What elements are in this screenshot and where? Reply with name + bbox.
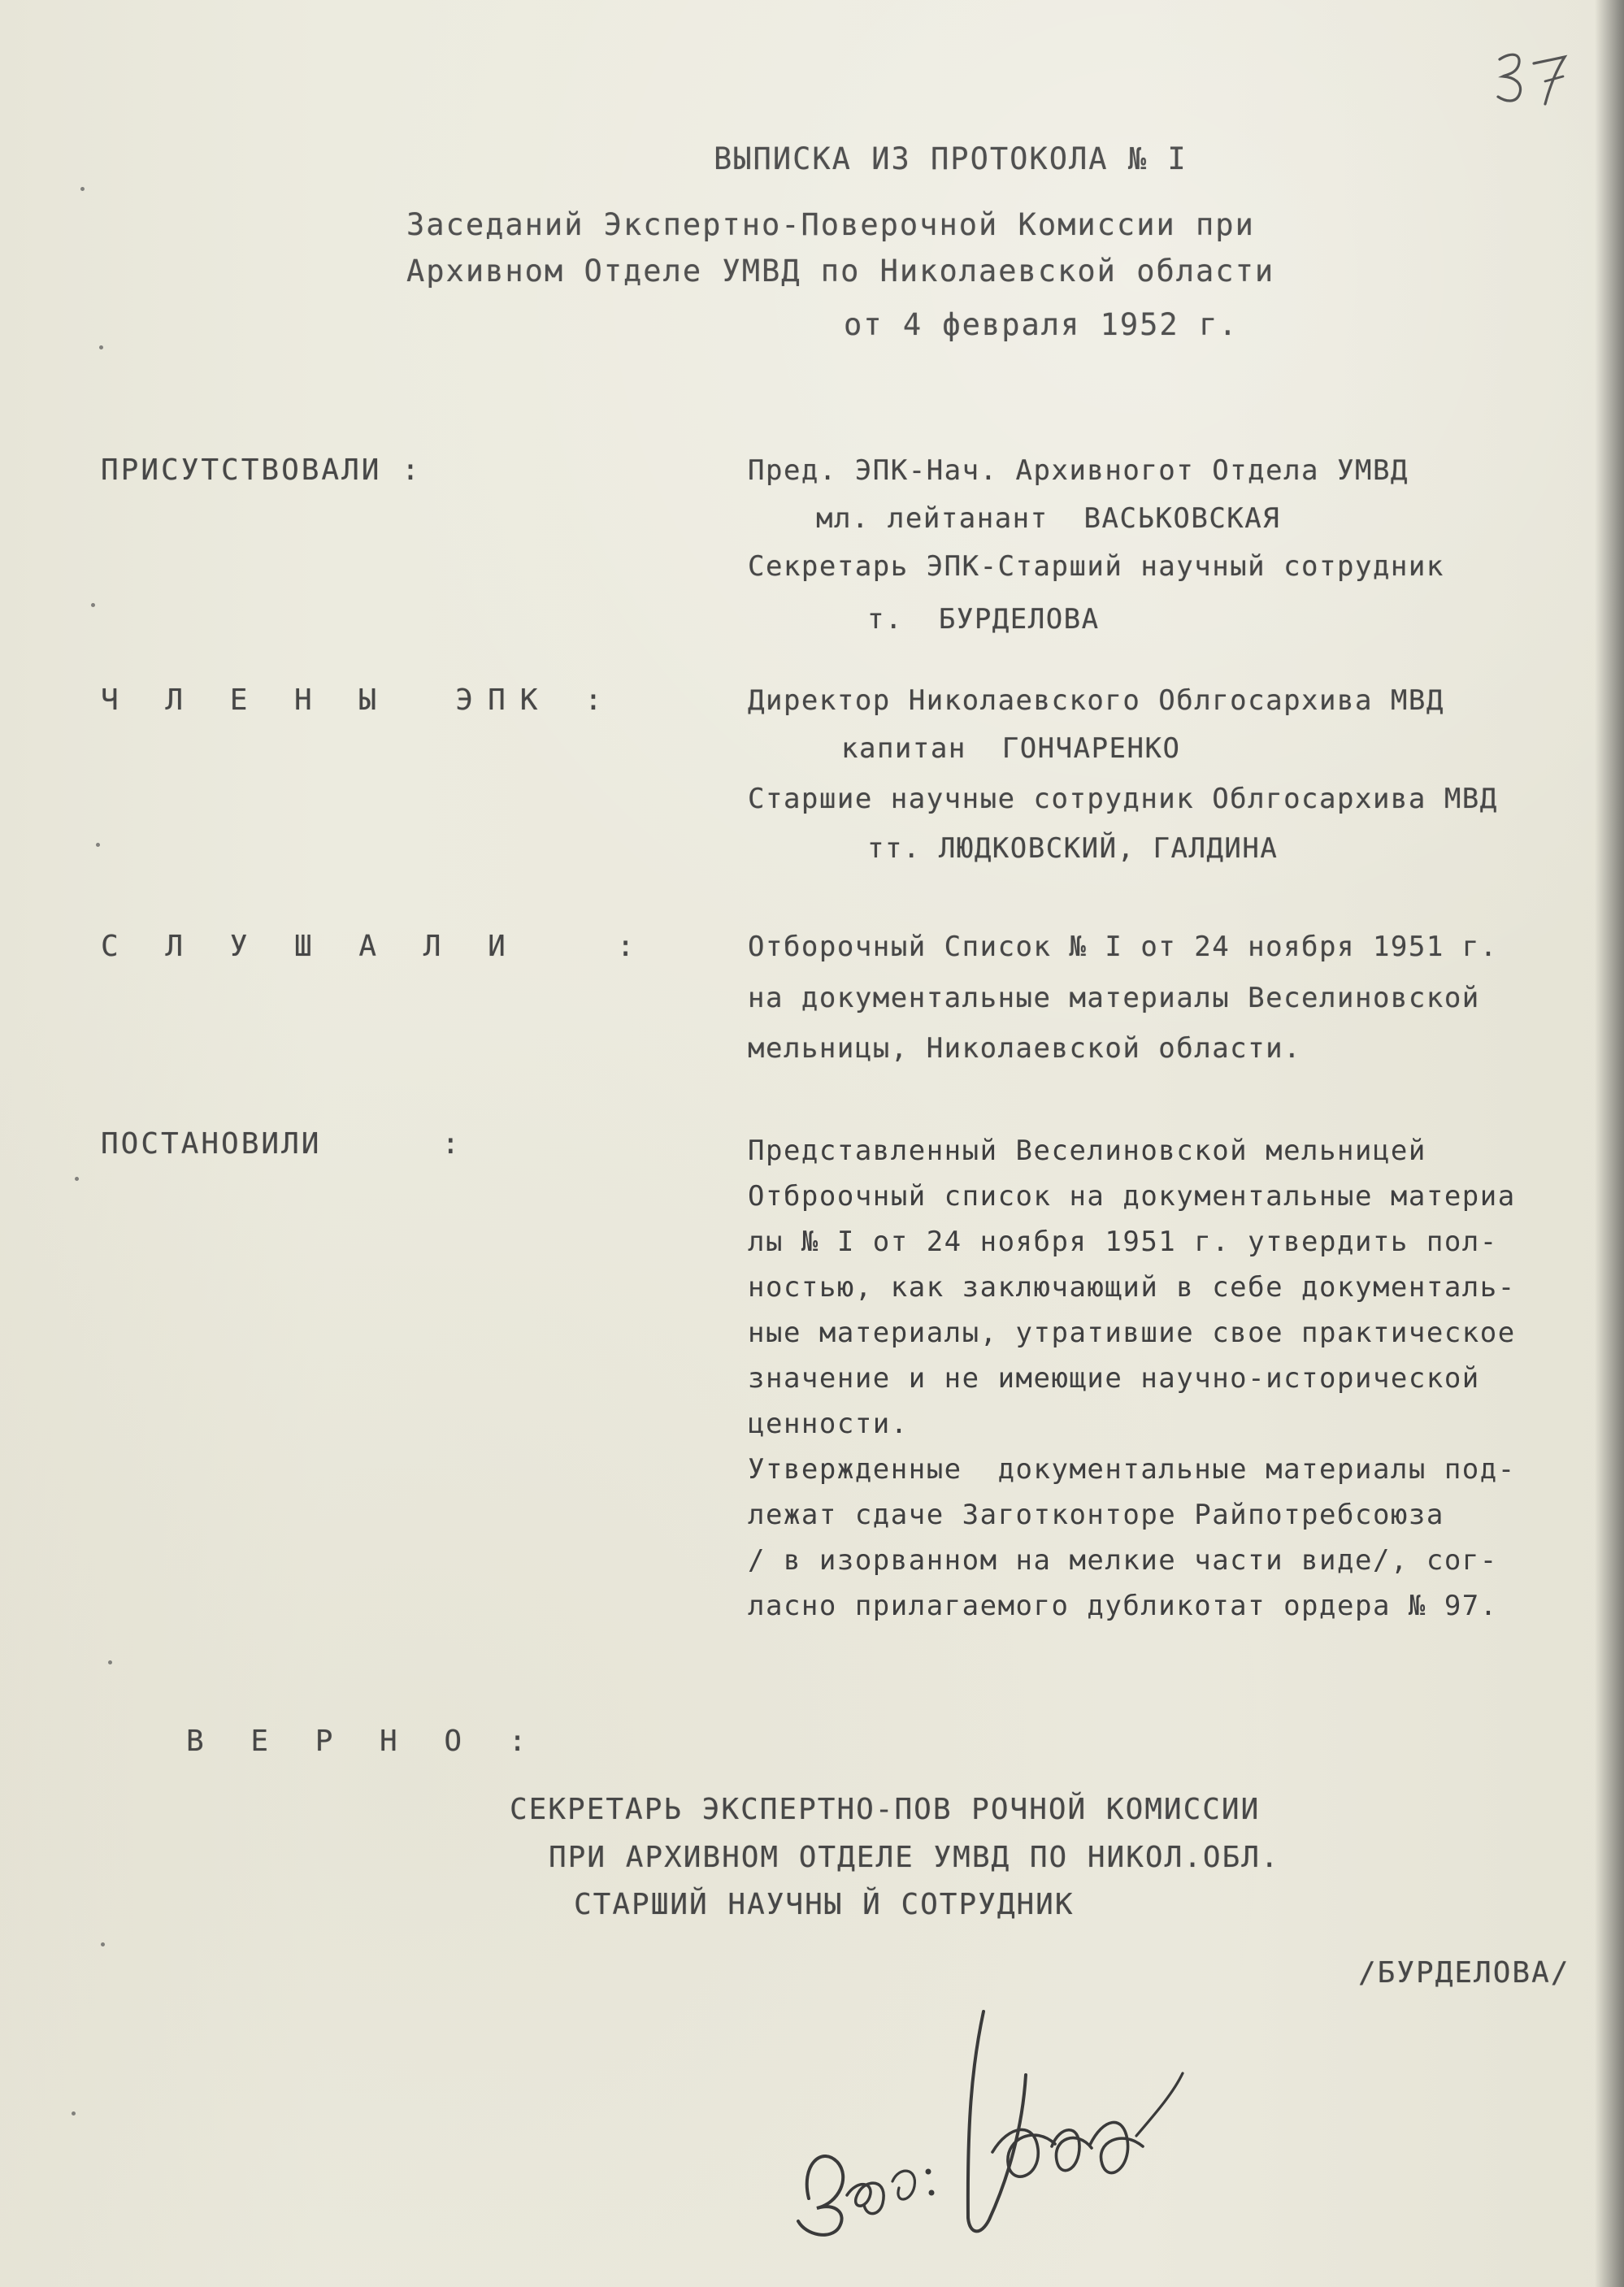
- heard-line-3: мельницы, Николаевской области.: [748, 1032, 1302, 1065]
- department-heading-line: Архивном Отделе УМВД по Николаевской области: [406, 254, 1275, 289]
- members-line-2: капитан ГОНЧАРЕНКО: [841, 732, 1181, 765]
- members-label: Ч Л Е Н Ы ЭПК :: [101, 683, 617, 717]
- heard-label: С Л У Ш А Л И :: [101, 930, 649, 963]
- secretary-name: /БУРДЕЛОВА/: [1358, 1956, 1570, 1990]
- scan-speck: [99, 345, 103, 349]
- resolution-line-10: / в изорванном на мелкие части виде/, сог-: [748, 1544, 1498, 1577]
- resolution-line-5: ные материалы, утратившие свое практическое: [748, 1317, 1516, 1349]
- scan-speck: [101, 1942, 105, 1946]
- secretary-line-1: СЕКРЕТАРЬ ЭКСПЕРТНО-ПОВ РОЧНОЙ КОМИССИИ: [510, 1793, 1261, 1826]
- members-line-3: Старшие научные сотрудник Облгосархива МВД: [748, 783, 1498, 815]
- resolution-line-3: лы № I от 24 ноября 1951 г. утвердить пол-: [748, 1226, 1498, 1258]
- page-number-handwritten: [1492, 47, 1581, 112]
- resolution-text-block: [748, 1128, 1609, 1629]
- resolution-line-7: ценности.: [748, 1408, 909, 1440]
- handwritten-signature: [776, 1995, 1199, 2247]
- document-date: от 4 февраля 1952 г.: [844, 307, 1239, 342]
- resolution-line-1: Представленный Веселиновской мельницей: [748, 1135, 1426, 1167]
- resolution-line-9: лежат сдаче Заготконторе Райпотребсоюза: [748, 1499, 1444, 1531]
- heard-line-2: на документальные материалы Веселиновской: [748, 982, 1480, 1014]
- scan-speck: [75, 1177, 79, 1181]
- commission-heading-line: Заседаний Экспертно-Поверочной Комиссии при: [406, 207, 1255, 242]
- scan-speck: [108, 1660, 112, 1664]
- present-line-2: мл. лейтанант ВАСЬКОВСКАЯ: [816, 502, 1281, 535]
- present-line-4: т. БУРДЕЛОВА: [867, 603, 1100, 636]
- scan-speck: [80, 187, 85, 191]
- heard-line-1: Отборочный Список № I от 24 ноября 1951 г.: [748, 931, 1498, 963]
- scan-speck: [96, 843, 100, 847]
- members-line-4: тт. ЛЮДКОВСКИЙ, ГАЛДИНА: [867, 832, 1279, 865]
- document-title: ВЫПИСКА ИЗ ПРОТОКОЛА № I: [714, 141, 1188, 176]
- resolution-line-8: Утвержденные документальные материалы под-: [748, 1453, 1516, 1486]
- present-line-1: Пред. ЭПК-Нач. Архивногот Отдела УМВД: [748, 454, 1409, 487]
- resolution-line-4: ностью, как заключающий в себе документаль-: [748, 1271, 1516, 1304]
- verno-label: В Е Р Н О :: [186, 1725, 541, 1758]
- secretary-line-2: ПРИ АРХИВНОМ ОТДЕЛЕ УМВД ПО НИКОЛ.ОБЛ.: [549, 1841, 1280, 1874]
- resolution-line-11: ласно прилагаемого дубликотат ордера № 97.: [748, 1590, 1498, 1622]
- scan-speck: [72, 2111, 76, 2116]
- secretary-line-3: СТАРШИЙ НАУЧНЫ Й СОТРУДНИК: [574, 1888, 1075, 1921]
- members-line-1: Директор Николаевского Облгосархива МВД: [748, 684, 1444, 717]
- present-label: ПРИСУТСТВОВАЛИ :: [101, 453, 422, 487]
- present-line-3: Секретарь ЭПК-Старший научный сотрудник: [748, 550, 1444, 583]
- resolved-label: ПОСТАНОВИЛИ :: [101, 1127, 462, 1161]
- scan-speck: [91, 603, 95, 607]
- resolution-line-2: Отброочный список на документальные материа: [748, 1180, 1516, 1213]
- resolution-line-6: значение и не имеющие научно-исторической: [748, 1362, 1480, 1395]
